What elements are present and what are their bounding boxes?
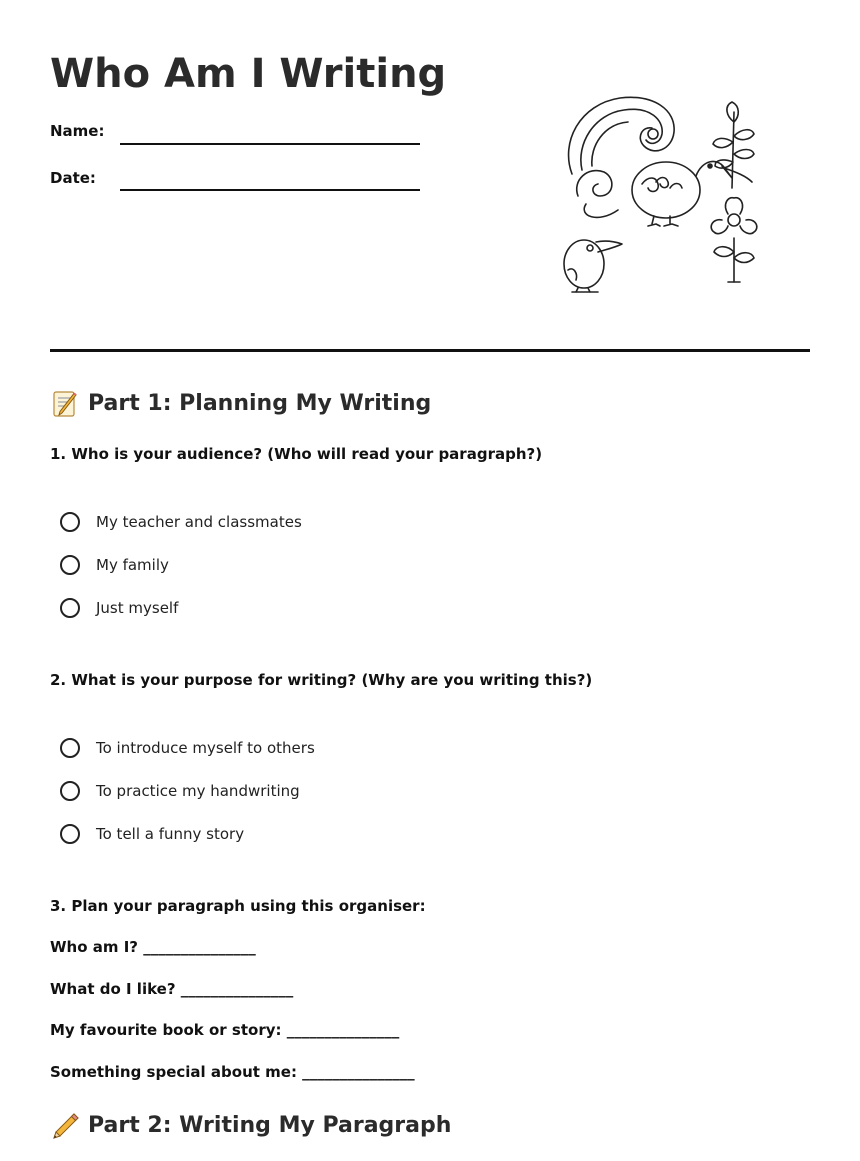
- option-label: My family: [96, 556, 169, 574]
- part1-heading: [50, 389, 431, 419]
- name-label: Name:: [50, 122, 105, 140]
- organiser-favourite-book[interactable]: My favourite book or story: _______________: [50, 1021, 400, 1039]
- question-organiser: 3. Plan your paragraph using this organiser:: [50, 897, 426, 915]
- option-introduce-myself[interactable]: [60, 735, 315, 761]
- option-funny-story[interactable]: [60, 821, 244, 847]
- organiser-something-special[interactable]: Something special about me: _______________: [50, 1063, 415, 1081]
- option-teacher-classmates[interactable]: [60, 509, 302, 535]
- option-family[interactable]: [60, 552, 169, 578]
- name-field[interactable]: [120, 143, 420, 145]
- question-audience: 1. Who is your audience? (Who will read your paragraph?): [50, 445, 543, 463]
- option-label: My teacher and classmates: [96, 513, 302, 531]
- question-purpose: 2. What is your purpose for writing? (Why are you writing this?): [50, 671, 593, 689]
- organiser-what-i-like[interactable]: What do I like? _______________: [50, 980, 294, 998]
- part2-heading: [50, 1111, 451, 1141]
- option-label: To practice my handwriting: [96, 782, 300, 800]
- part2-heading-text: Part 2: Writing My Paragraph: [88, 1113, 452, 1138]
- kiwi-birds-illustration-icon: [558, 92, 768, 298]
- radio-button[interactable]: [60, 555, 80, 575]
- radio-button[interactable]: [60, 598, 80, 618]
- pencil-icon: [50, 1111, 80, 1141]
- radio-button[interactable]: [60, 738, 80, 758]
- date-label: Date:: [50, 169, 96, 187]
- radio-button[interactable]: [60, 824, 80, 844]
- option-label: To introduce myself to others: [96, 739, 315, 757]
- date-field[interactable]: [120, 189, 420, 191]
- option-label: Just myself: [96, 599, 179, 617]
- organiser-who-am-i[interactable]: Who am I? _______________: [50, 938, 256, 956]
- option-just-myself[interactable]: [60, 595, 178, 621]
- memo-pencil-icon: [50, 389, 80, 419]
- page-title: Who Am I Writing: [50, 51, 447, 97]
- option-practice-handwriting[interactable]: [60, 778, 300, 804]
- option-label: To tell a funny story: [96, 825, 245, 843]
- radio-button[interactable]: [60, 781, 80, 801]
- radio-button[interactable]: [60, 512, 80, 532]
- part1-heading-text: Part 1: Planning My Writing: [88, 391, 432, 416]
- section-divider: [50, 349, 810, 352]
